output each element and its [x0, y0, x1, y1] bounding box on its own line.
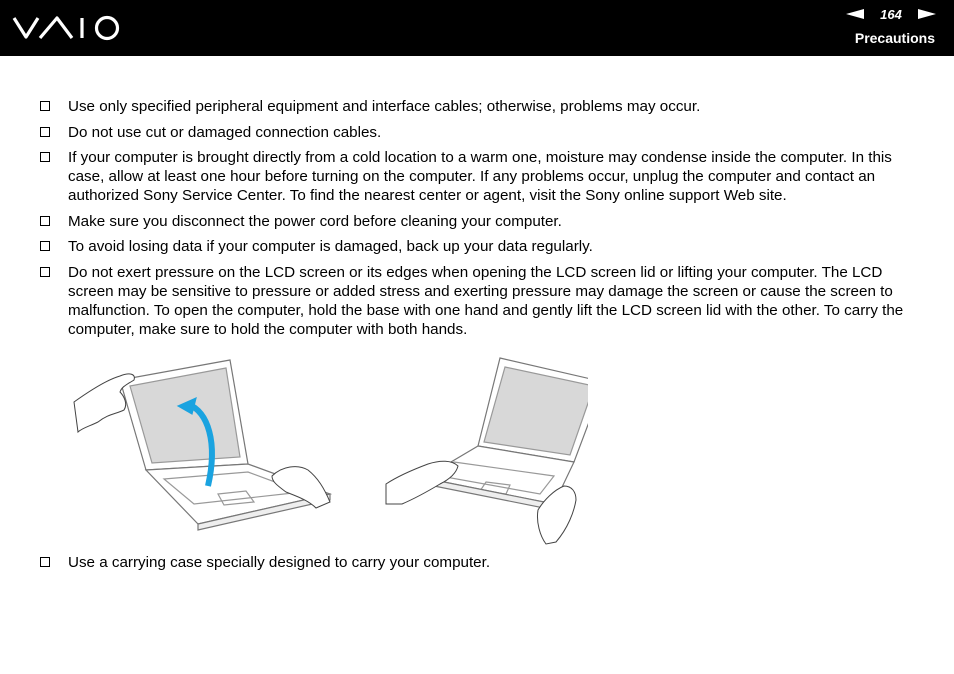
list-item — [40, 123, 920, 142]
laptop-opening-figure — [120, 360, 330, 530]
list-item-text: Use a carrying case specially designed to carry your computer. — [68, 554, 491, 571]
checkbox-bullet-icon — [40, 557, 50, 567]
list-item — [40, 97, 920, 116]
list-item-text: Make sure you disconnect the power cord before cleaning your computer. — [68, 212, 562, 230]
list-item — [40, 212, 920, 231]
precautions-list — [40, 97, 920, 345]
page-header — [0, 0, 954, 56]
list-item — [40, 148, 920, 205]
checkbox-bullet-icon — [40, 267, 50, 277]
vaio-logo — [12, 14, 124, 42]
list-item — [40, 553, 920, 572]
next-page-icon[interactable] — [918, 9, 936, 19]
hand-left-top — [74, 374, 134, 432]
list-item-text: Use only specified peripheral equipment and interface cables; otherwise, problems may occur. — [68, 98, 701, 115]
page-navigator — [846, 7, 936, 23]
final-precaution — [40, 553, 920, 579]
checkbox-bullet-icon — [40, 241, 50, 251]
page-number: 164 — [880, 7, 902, 22]
laptop-handling-illustration — [68, 352, 588, 548]
list-item-text: If your computer is brought directly from a cold location to a warm one, moisture may condense inside the computer. In this case, allow at least one hour before turning on the computer. If any problems occur, unplug the computer and contact an authorized Sony Service Center. To find the nearest center or agent, visit the Sony online support Web site. — [68, 149, 892, 204]
list-item — [40, 237, 920, 256]
checkbox-bullet-icon — [40, 152, 50, 162]
list-item-text: Do not exert pressure on the LCD screen or its edges when opening the LCD screen lid or lifting your computer. The LCD screen may be sensitive to pressure or added stress and exerting pressure may damage the screen or cause the screen to malfunction. To open the computer, hold the base with one hand and gently lift the LCD screen lid with the other. To carry the computer, make sure to hold the computer with both hands. — [68, 263, 904, 338]
previous-page-icon[interactable] — [846, 9, 864, 19]
checkbox-bullet-icon — [40, 127, 50, 137]
list-item — [40, 263, 920, 339]
list-item-text: To avoid losing data if your computer is damaged, back up your data regularly. — [68, 238, 593, 255]
checkbox-bullet-icon — [40, 101, 50, 111]
section-title: Precautions — [854, 30, 935, 46]
list-item-text: Do not use cut or damaged connection cables. — [68, 123, 382, 141]
checkbox-bullet-icon — [40, 216, 50, 226]
